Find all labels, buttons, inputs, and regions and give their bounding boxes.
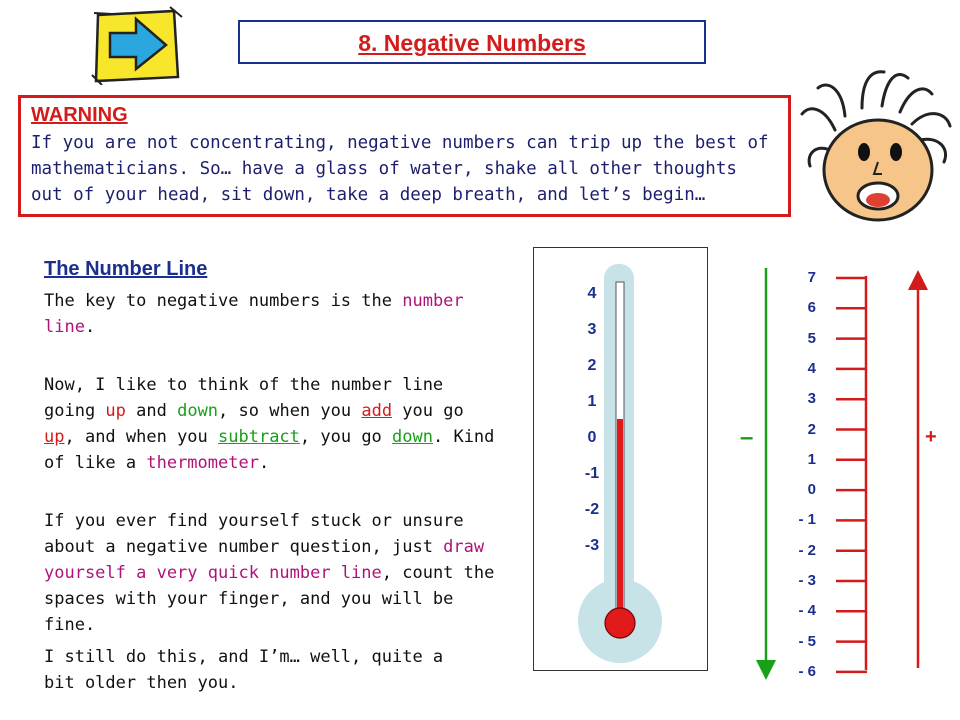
number-line-label: - 4	[798, 602, 816, 620]
text-fragment: .	[84, 317, 96, 337]
text-fragment: If you ever find yourself stuck or unsure about a negative number question, just	[44, 511, 464, 557]
plus-sign: +	[925, 426, 937, 448]
number-line-label: - 3	[798, 572, 816, 589]
surprised-face-icon	[800, 58, 958, 223]
highlight-number-line: number line	[44, 291, 464, 337]
word-subtract: subtract	[218, 427, 300, 447]
text-fragment: The key to negative numbers is the	[44, 291, 403, 311]
paragraph-key	[44, 288, 504, 340]
number-line-label: 2	[807, 420, 816, 438]
vertical-number-line	[740, 260, 960, 680]
thermometer-mercury	[617, 419, 623, 619]
word-down-underlined: down	[392, 427, 433, 447]
minus-sign: –	[740, 424, 754, 451]
text-fragment: and	[125, 401, 178, 421]
text-fragment: .	[258, 453, 270, 473]
number-line-label: 4	[807, 359, 816, 377]
thermometer-bulb-mercury	[605, 608, 635, 638]
page-title: 8. Negative Numbers	[358, 30, 586, 56]
thermo-label: -1	[584, 465, 600, 482]
paragraph-up-down	[44, 372, 504, 476]
thermometer-graphic	[534, 248, 707, 670]
number-line-heading: The Number Line	[44, 258, 208, 280]
paragraph-closing: I still do this, and I’m… well, quite a bit older then you.	[44, 647, 444, 693]
number-line-label: 3	[807, 390, 816, 408]
word-up: up	[105, 401, 126, 421]
title-box	[238, 20, 706, 64]
number-line-labels	[780, 260, 820, 680]
warning-heading: WARNING	[31, 104, 128, 126]
number-line-label: 1	[807, 450, 816, 468]
highlight-draw-number-line: draw yourself a very quick number line	[44, 537, 485, 583]
number-line-label: 5	[807, 329, 816, 347]
number-line-label: - 2	[798, 541, 816, 559]
warning-box	[18, 95, 791, 217]
thermo-label: 1	[587, 393, 597, 410]
number-line-label: 6	[807, 299, 816, 317]
thermo-label: 3	[587, 321, 597, 338]
text-fragment: , count the spaces with your finger, and you will be fine.	[44, 563, 495, 635]
number-line-label: - 1	[798, 511, 816, 529]
text-fragment: , you go	[299, 427, 393, 447]
number-line-label: - 5	[798, 632, 816, 650]
number-line-label: 0	[807, 481, 816, 499]
arrow-logo-icon	[90, 5, 185, 85]
paragraph-stuck	[44, 508, 504, 638]
number-line-label: 7	[807, 269, 816, 286]
word-add: add	[361, 401, 393, 421]
text-fragment: . Kind of like a	[44, 427, 495, 473]
warning-text: If you are not concentrating, negative numbers can trip up the best of mathematicians. So… have a glass of water, shake all other thoughts out of your head, sit down, take a deep breath, and let’s begin…	[31, 133, 769, 205]
text-fragment: , so when you	[218, 401, 362, 421]
thermo-label: 4	[587, 285, 597, 302]
word-thermometer: thermometer	[146, 453, 259, 473]
word-down: down	[177, 401, 219, 421]
text-fragment: you go	[392, 401, 464, 421]
thermometer-panel	[533, 247, 708, 671]
thermo-label: -2	[584, 501, 600, 518]
word-up-underlined: up	[44, 427, 65, 447]
thermo-label: 0	[587, 429, 597, 446]
thermo-label: -3	[584, 537, 600, 554]
text-fragment: Now, I like to think of the number line going	[44, 375, 444, 421]
text-fragment: , and when you	[64, 427, 219, 447]
thermo-label: 2	[587, 357, 597, 374]
number-line-label: - 6	[798, 662, 816, 680]
